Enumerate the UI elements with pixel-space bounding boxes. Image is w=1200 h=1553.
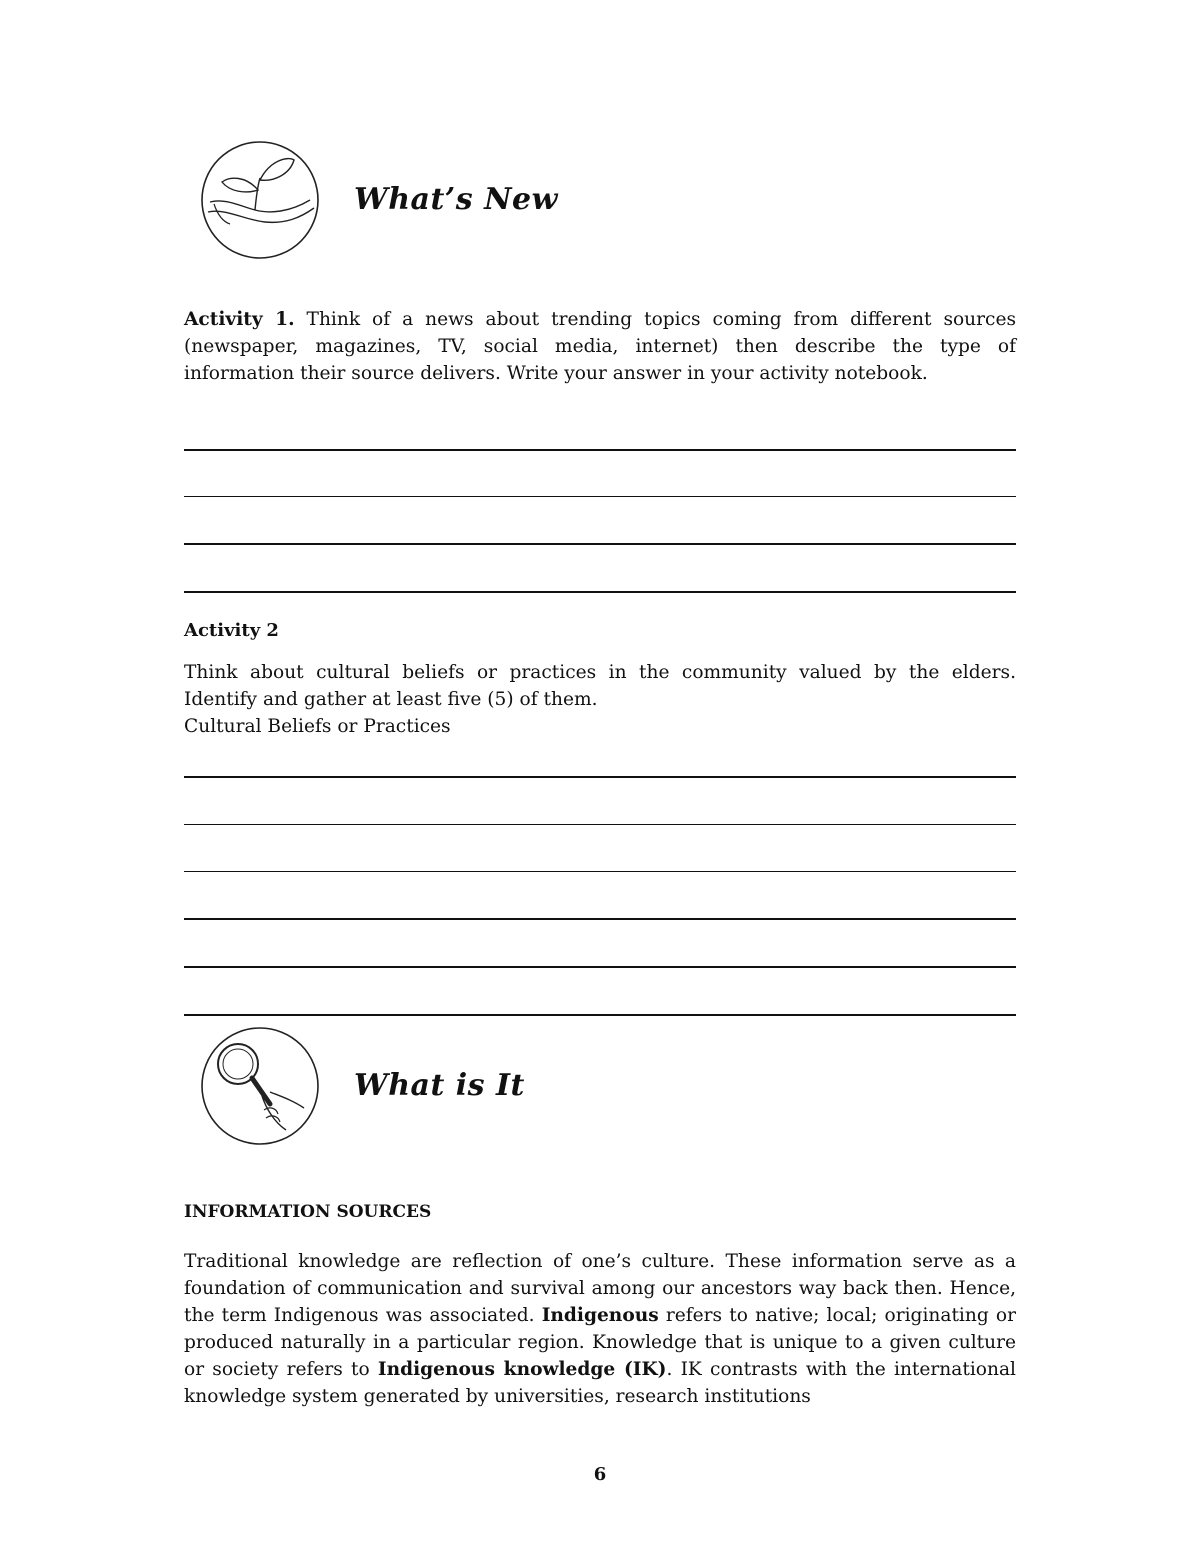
activity-1-paragraph xyxy=(184,306,1016,387)
page-number: 6 xyxy=(593,1464,607,1485)
activity-2-heading: Activity 2 xyxy=(184,620,279,641)
answer-line[interactable] xyxy=(184,918,1016,920)
answer-line[interactable] xyxy=(184,449,1016,451)
answer-line[interactable] xyxy=(184,1014,1016,1016)
hand-with-seedling-icon xyxy=(200,140,320,260)
answer-line[interactable] xyxy=(184,966,1016,968)
activity-2-instructions: Think about cultural beliefs or practices in the community valued by the elders. Identify and gather at least five (5) of them. xyxy=(184,662,1016,710)
magnifying-glass-in-hand-icon xyxy=(200,1026,320,1146)
activity-2-subheading: Cultural Beliefs or Practices xyxy=(184,716,451,737)
activity-1-text: Think of a news about trending topics coming from different sources (newspaper, magazines, TV, social media, internet) then describe the type of information their source delivers. Write your answer in your activity notebook. xyxy=(184,309,1017,384)
paragraph-text: Traditional knowledge are reflection of one’s culture. These information serve as a foundation of communication and survival among our ancestors way back then. Hence, the term Indigenous was associated. xyxy=(184,1251,1016,1326)
answer-line[interactable] xyxy=(184,871,1016,872)
answer-line[interactable] xyxy=(184,543,1016,545)
information-sources-paragraph xyxy=(184,1248,1016,1410)
term-indigenous: Indigenous xyxy=(541,1305,659,1326)
answer-line[interactable] xyxy=(184,776,1016,778)
answer-line[interactable] xyxy=(184,591,1016,593)
paragraph-text: . IK contrasts with the international knowledge system generated by universities, research institutions xyxy=(184,1359,1016,1407)
information-sources-heading: INFORMATION SOURCES xyxy=(184,1202,432,1222)
term-indigenous-knowledge: Indigenous knowledge (IK) xyxy=(377,1359,667,1380)
what-is-it-title: What is It xyxy=(354,1068,525,1103)
paragraph-text: refers to native; local; originating or produced naturally in a particular region. Knowledge that is unique to a given culture or society refers to xyxy=(184,1305,1017,1380)
answer-line[interactable] xyxy=(184,496,1016,497)
answer-line[interactable] xyxy=(184,824,1016,825)
whats-new-title: What’s New xyxy=(354,182,558,217)
activity-1-label: Activity 1. xyxy=(184,309,295,330)
